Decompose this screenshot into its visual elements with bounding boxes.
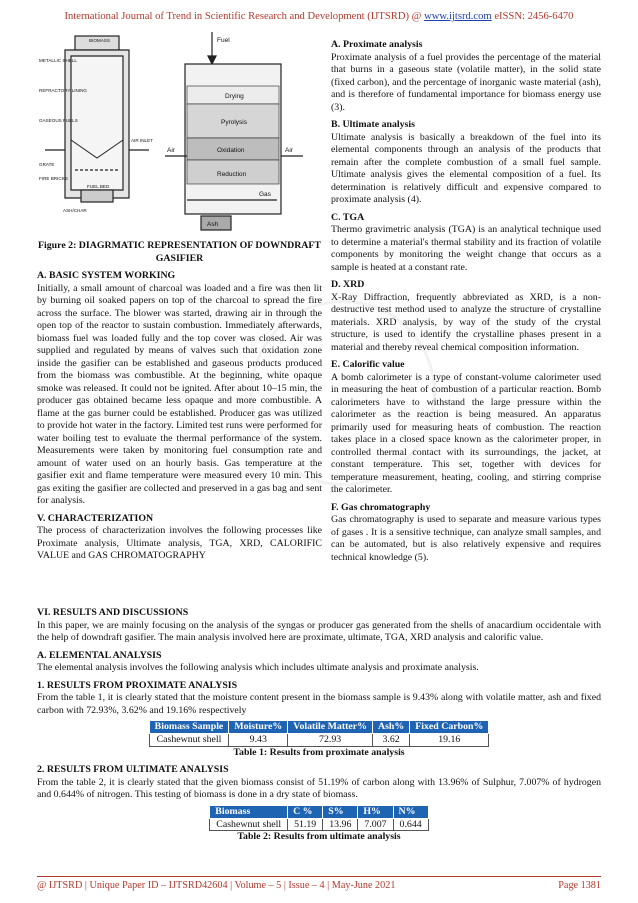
label-air-right: Air [285, 147, 293, 154]
ultimate-table [209, 805, 428, 832]
paragraph: From the table 1, it is clearly stated that the moisture content present in the biomass sample is 9.43% along with volatile matter, ash and fixed carbon with 72.93%, 3.62% and 19.16% respectively [37, 692, 601, 716]
label-oxidation: Oxidation [217, 147, 245, 154]
table-header: S% [323, 805, 358, 818]
label-gaseous-fuels: GASEOUS FUELS [39, 118, 78, 123]
page-footer [37, 880, 601, 891]
label-reduction: Reduction [217, 171, 247, 178]
journal-title: International Journal of Trend in Scientific Research and Development (IJTSRD) @ [64, 11, 422, 22]
table-header: N% [393, 805, 428, 818]
paragraph: A bomb calorimeter is a type of constant-volume calorimeter used in measuring the heat of combustion of a particular reaction. Bomb calorimeters have to withstand the large pressure within the calorimeter as the reaction is being measured. An apparatus primarily used for measuring heats of combustion. The reaction takes place in a closed space known as the calorimeter proper, in controlled thermal contact with its surroundings, the jacket, at constant temperature. This set, together with devices for temperature measurement, heating, cooling, and stirring comprise the calorimeter. [331, 371, 601, 495]
gasifier-figure [37, 30, 322, 237]
label-gas: Gas [259, 191, 271, 198]
paragraph: In this paper, we are mainly focusing on the analysis of the syngas or producer gas generated from the shells of anacardium occidentale with the help of downdraft gasifier. The main analysis involved here are proximate, ultimate, TGA, XRD analysis and calorific value. [37, 619, 601, 643]
paragraph: The elemental analysis involves the following analysis which includes ultimate analysis and proximate analysis. [37, 662, 479, 673]
section-heading: V. CHARACTERIZATION [37, 512, 154, 524]
section-heading: VI. RESULTS AND DISCUSSIONS [37, 607, 189, 618]
paragraph: Proximate analysis of a fuel provides the percentage of the material that burns in a gaseous state (volatile matter), in the solid state (fixed carbon), and the percentage of inorganic waste material (ash), and is therefore of fundamental importance for biomass energy use (3). [331, 51, 601, 113]
table-cell: Cashewnut shell [210, 818, 288, 831]
section-heading: E. Calorific value [331, 359, 405, 370]
proximate-table [149, 720, 490, 747]
paragraph: X-Ray Diffraction, frequently abbreviated as XRD, is a non-destructive test method used to analyze the structure of crystalline materials. XRD analysis, by way of the study of the crystal structure, is used to identify the crystalline phases present in a material and thereby reveal chemical composition information. [331, 291, 601, 353]
table-cell: 9.43 [229, 734, 288, 747]
table-row [149, 734, 489, 747]
label-fuel-bed: FUEL BED [87, 184, 110, 189]
footer-rule [37, 876, 601, 877]
table-cell: 72.93 [288, 734, 373, 747]
table-cell: 3.62 [372, 734, 409, 747]
section-heading: A. BASIC SYSTEM WORKING [37, 270, 176, 281]
label-fire-bricks: FIRE BRICKS [39, 176, 68, 181]
table-cell: 13.96 [323, 818, 358, 831]
results-section [37, 607, 601, 844]
table-header: Biomass [210, 805, 288, 818]
paragraph: The process of characterization involves the following processes like Proximate analysis, Ultimate analysis, TGA, XRD, CALORIFIC VALUE and GAS CHROMATOGRAPHY [37, 525, 322, 561]
table-header: Volatile Matter% [288, 721, 373, 734]
running-header [0, 11, 638, 22]
figure-caption: Figure 2: DIAGRMATIC REPRESENTATION OF DOWNDRAFT GASIFIER [37, 240, 321, 264]
section-heading: C. TGA [331, 211, 365, 223]
label-pyrolysis: Pyrolysis [221, 119, 248, 126]
table-header: Fixed Carbon% [410, 721, 489, 734]
table-cell: 7.007 [358, 818, 393, 831]
label-fuel: Fuel [217, 37, 230, 44]
left-column [37, 30, 322, 563]
label-metallic-shell: METALLIC SHELL [39, 58, 77, 63]
paragraph: Thermo gravimetric analysis (TGA) is an analytical technique used to determine a material's thermal stability and its fraction of volatile components by monitoring the weight change that occurs as a sample is heated at a constant rate. [331, 224, 601, 273]
journal-url-link[interactable]: www.ijtsrd.com [424, 11, 492, 22]
section-heading: 2. RESULTS FROM ULTIMATE ANALYSIS [37, 764, 229, 775]
label-air-inlet: AIR INLET [131, 138, 153, 143]
table-cell: 51.19 [288, 818, 323, 831]
paragraph: Gas chromatography is used to separate and measure various types of gases . It is a sensitive technique, can analyze small samples, and can be automated, but is also relatively expensive and requires technical knowledge (5). [331, 514, 601, 563]
table-header: C % [288, 805, 323, 818]
table-cell: 19.16 [410, 734, 489, 747]
table-row [210, 818, 428, 831]
table-header: Moisture% [229, 721, 288, 734]
section-heading: A. Proximate analysis [331, 39, 423, 50]
section-heading: A. ELEMENTAL ANALYSIS [37, 649, 162, 661]
paragraph: Initially, a small amount of charcoal was loaded and a fire was then lit by burning oil soaked papers on top of the charcoal to spread the fire across the surface. The blower was started, drawing air in through the open top of the reactor to sustain combustion. Immediately afterwards, biomass fuel was loaded fully and the top cover was closed. Air was supplied and regulated by means of valves such that oxidation zone inside the gasifier can be established and gaseous products produced from the biomass was combustible. At the beginning, white opaque smoke was released. It could not be ignited. After about 10–15 min, the producer gas obtained became less opaque and more combustible. A flame at the gas burner could be established. Producer gas was utilized to provide hot water in the factory. Limited test runs were performed for water boiling test to evaluate the thermal performance of the system. Measurements were taken by monitoring fuel consumption rate and amount of water used on an hourly basis. Gas temperature at the gasifier exit and flame temperature were measured every 10 min. This gas exiting the gasifier are collected and preserved in a gas bag and sent for analysis. [37, 282, 322, 506]
page-number: Page 1381 [558, 880, 601, 891]
section-heading: B. Ultimate analysis [331, 119, 415, 130]
label-refractory: REFRACTORY LINING [39, 88, 87, 93]
table-header: Ash% [372, 721, 409, 734]
table-caption: Table 2: Results from ultimate analysis [237, 831, 401, 842]
label-grate: GRATE [39, 162, 55, 167]
section-heading: F. Gas chromatography [331, 501, 431, 513]
section-heading: D. XRD [331, 279, 365, 290]
table-cell: 0.644 [393, 818, 428, 831]
label-ash: Ash [207, 221, 219, 228]
issn: eISSN: 2456-6470 [494, 11, 574, 22]
gasifier-diagram [37, 30, 322, 237]
label-drying: Drying [225, 93, 244, 100]
label-ash-char: ASH/CHAR [63, 208, 87, 213]
paragraph: From the table 2, it is clearly stated that the given biomass consist of 51.19% of carbon along with 13.96% of Sulphur, 7.007% of hydrogen and 0.644% of nitrogen. This testing of biomass is done in a dry state of biomass. [37, 776, 601, 800]
table-header: Biomass Sample [149, 721, 229, 734]
right-column [331, 39, 601, 564]
paragraph: Ultimate analysis is basically a breakdown of the fuel into its elemental components through an analysis of the products that remain after the complete combustion of a small fuel sample. Ultimate analysis gives the elemental composition of a fuel. Its determination is relatively difficult and expensive compared to proximate analysis (4). [331, 131, 601, 205]
table-header: H% [358, 805, 393, 818]
table-caption: Table 1: Results from proximate analysis [233, 746, 405, 758]
label-biomass: BIOMASS [89, 38, 110, 43]
table-cell: Cashewnut shell [149, 734, 229, 747]
label-air-left: Air [167, 147, 175, 154]
section-heading: 1. RESULTS FROM PROXIMATE ANALYSIS [37, 679, 238, 691]
footer-info: @ IJTSRD | Unique Paper ID – IJTSRD42604 | Volume – 5 | Issue – 4 | May-June 2021 [37, 880, 396, 891]
